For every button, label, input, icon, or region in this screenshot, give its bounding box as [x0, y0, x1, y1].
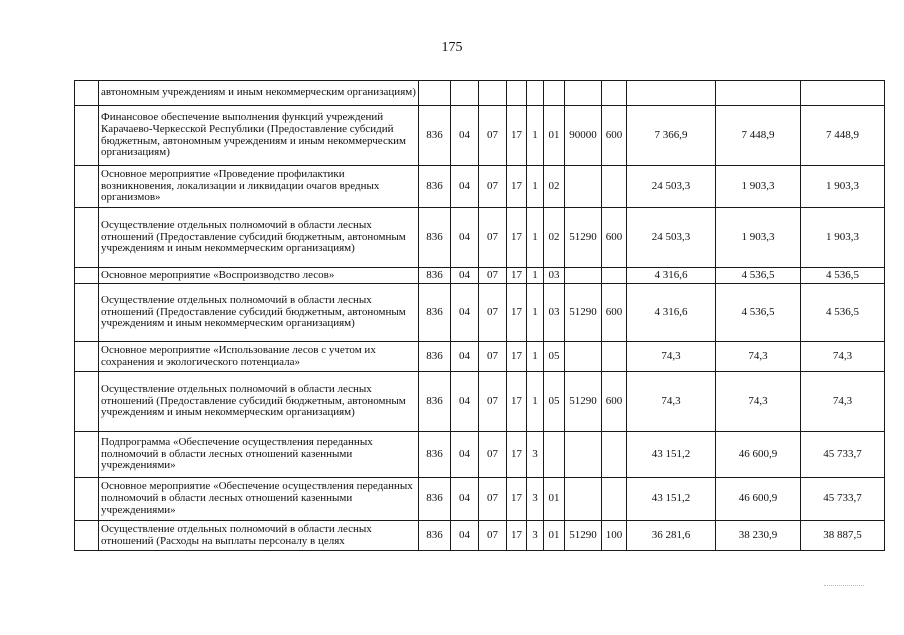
amount-year-1-cell: 24 503,3	[627, 166, 716, 208]
blank-cell	[75, 208, 99, 268]
item-name-cell: Основное мероприятие «Использование лесов с учетом их сохранения и экологического потенциала»	[99, 342, 419, 372]
subprogram-code-cell: 1	[527, 166, 544, 208]
amount-year-1-cell: 43 151,2	[627, 432, 716, 478]
blank-cell	[75, 432, 99, 478]
event-code-cell: 02	[544, 166, 565, 208]
table-row	[75, 284, 885, 342]
direction-code-cell: 90000	[565, 106, 602, 166]
subprogram-code-cell: 1	[527, 342, 544, 372]
table-row	[75, 478, 885, 521]
subprogram-code-cell: 3	[527, 521, 544, 551]
program-code-cell	[507, 81, 527, 106]
amount-year-3-cell: 45 733,7	[801, 478, 885, 521]
table-row	[75, 432, 885, 478]
subsection-code-cell: 07	[479, 432, 507, 478]
event-code-cell: 05	[544, 342, 565, 372]
amount-year-3-cell: 1 903,3	[801, 166, 885, 208]
blank-cell	[75, 372, 99, 432]
amount-year-2-cell: 46 600,9	[716, 432, 801, 478]
amount-year-2-cell: 4 536,5	[716, 284, 801, 342]
ministry-code-cell: 836	[419, 166, 451, 208]
amount-year-2-cell: 46 600,9	[716, 478, 801, 521]
subsection-code-cell: 07	[479, 372, 507, 432]
section-code-cell: 04	[451, 106, 479, 166]
expense-type-code-cell: 600	[602, 372, 627, 432]
amount-year-1-cell: 24 503,3	[627, 208, 716, 268]
expense-type-code-cell	[602, 166, 627, 208]
program-code-cell: 17	[507, 372, 527, 432]
ministry-code-cell: 836	[419, 268, 451, 284]
ministry-code-cell: 836	[419, 372, 451, 432]
program-code-cell: 17	[507, 432, 527, 478]
amount-year-1-cell: 36 281,6	[627, 521, 716, 551]
amount-year-3-cell	[801, 81, 885, 106]
table-row	[75, 521, 885, 551]
item-name-cell: Осуществление отдельных полномочий в области лесных отношений (Предоставление субсидий бюджетным, автономным учреждениям и иным некоммерческим организациям)	[99, 372, 419, 432]
table-row	[75, 81, 885, 106]
amount-year-1-cell: 7 366,9	[627, 106, 716, 166]
blank-cell	[75, 284, 99, 342]
program-code-cell: 17	[507, 268, 527, 284]
event-code-cell: 05	[544, 372, 565, 432]
ministry-code-cell: 836	[419, 106, 451, 166]
budget-table	[74, 80, 885, 551]
amount-year-1-cell: 43 151,2	[627, 478, 716, 521]
subsection-code-cell: 07	[479, 521, 507, 551]
expense-type-code-cell	[602, 432, 627, 478]
table-row	[75, 166, 885, 208]
expense-type-code-cell	[602, 478, 627, 521]
amount-year-3-cell: 4 536,5	[801, 268, 885, 284]
section-code-cell: 04	[451, 478, 479, 521]
subsection-code-cell: 07	[479, 208, 507, 268]
program-code-cell: 17	[507, 521, 527, 551]
program-code-cell: 17	[507, 166, 527, 208]
amount-year-2-cell	[716, 81, 801, 106]
margin-mark	[824, 575, 864, 586]
direction-code-cell	[565, 268, 602, 284]
amount-year-3-cell: 74,3	[801, 372, 885, 432]
event-code-cell	[544, 432, 565, 478]
event-code-cell: 03	[544, 268, 565, 284]
item-name-cell: автономным учреждениям и иным некоммерческим организациям)	[99, 81, 419, 106]
amount-year-2-cell: 74,3	[716, 342, 801, 372]
section-code-cell	[451, 81, 479, 106]
amount-year-1-cell: 4 316,6	[627, 284, 716, 342]
subsection-code-cell: 07	[479, 478, 507, 521]
section-code-cell: 04	[451, 372, 479, 432]
program-code-cell: 17	[507, 106, 527, 166]
subsection-code-cell: 07	[479, 106, 507, 166]
amount-year-2-cell: 38 230,9	[716, 521, 801, 551]
table-row	[75, 208, 885, 268]
amount-year-3-cell: 38 887,5	[801, 521, 885, 551]
table-row	[75, 268, 885, 284]
direction-code-cell: 51290	[565, 208, 602, 268]
subsection-code-cell: 07	[479, 268, 507, 284]
direction-code-cell	[565, 81, 602, 106]
blank-cell	[75, 342, 99, 372]
ministry-code-cell: 836	[419, 208, 451, 268]
program-code-cell: 17	[507, 342, 527, 372]
subsection-code-cell: 07	[479, 166, 507, 208]
amount-year-3-cell: 4 536,5	[801, 284, 885, 342]
subprogram-code-cell: 1	[527, 372, 544, 432]
subprogram-code-cell: 3	[527, 432, 544, 478]
event-code-cell: 03	[544, 284, 565, 342]
direction-code-cell	[565, 432, 602, 478]
direction-code-cell	[565, 342, 602, 372]
event-code-cell: 01	[544, 106, 565, 166]
table-row	[75, 106, 885, 166]
amount-year-1-cell: 74,3	[627, 342, 716, 372]
section-code-cell: 04	[451, 521, 479, 551]
amount-year-1-cell: 4 316,6	[627, 268, 716, 284]
blank-cell	[75, 478, 99, 521]
item-name-cell: Осуществление отдельных полномочий в области лесных отношений (Расходы на выплаты персоналу в целях	[99, 521, 419, 551]
direction-code-cell	[565, 478, 602, 521]
subsection-code-cell: 07	[479, 284, 507, 342]
amount-year-3-cell: 74,3	[801, 342, 885, 372]
blank-cell	[75, 521, 99, 551]
ministry-code-cell	[419, 81, 451, 106]
section-code-cell: 04	[451, 432, 479, 478]
ministry-code-cell: 836	[419, 432, 451, 478]
ministry-code-cell: 836	[419, 342, 451, 372]
amount-year-2-cell: 1 903,3	[716, 208, 801, 268]
amount-year-2-cell: 1 903,3	[716, 166, 801, 208]
event-code-cell: 01	[544, 478, 565, 521]
event-code-cell	[544, 81, 565, 106]
subprogram-code-cell: 1	[527, 268, 544, 284]
direction-code-cell: 51290	[565, 284, 602, 342]
expense-type-code-cell	[602, 81, 627, 106]
table-row	[75, 342, 885, 372]
subprogram-code-cell: 1	[527, 208, 544, 268]
expense-type-code-cell	[602, 342, 627, 372]
amount-year-1-cell: 74,3	[627, 372, 716, 432]
amount-year-1-cell	[627, 81, 716, 106]
program-code-cell: 17	[507, 208, 527, 268]
amount-year-3-cell: 45 733,7	[801, 432, 885, 478]
subprogram-code-cell: 3	[527, 478, 544, 521]
amount-year-3-cell: 1 903,3	[801, 208, 885, 268]
expense-type-code-cell: 600	[602, 106, 627, 166]
event-code-cell: 02	[544, 208, 565, 268]
section-code-cell: 04	[451, 284, 479, 342]
blank-cell	[75, 166, 99, 208]
subprogram-code-cell: 1	[527, 106, 544, 166]
direction-code-cell	[565, 166, 602, 208]
program-code-cell: 17	[507, 284, 527, 342]
ministry-code-cell: 836	[419, 478, 451, 521]
amount-year-3-cell: 7 448,9	[801, 106, 885, 166]
ministry-code-cell: 836	[419, 284, 451, 342]
direction-code-cell: 51290	[565, 372, 602, 432]
section-code-cell: 04	[451, 268, 479, 284]
table-row	[75, 372, 885, 432]
expense-type-code-cell: 600	[602, 284, 627, 342]
program-code-cell: 17	[507, 478, 527, 521]
blank-cell	[75, 268, 99, 284]
item-name-cell: Осуществление отдельных полномочий в области лесных отношений (Предоставление субсидий бюджетным, автономным учреждениям и иным некоммерческим организациям)	[99, 208, 419, 268]
amount-year-2-cell: 7 448,9	[716, 106, 801, 166]
amount-year-2-cell: 74,3	[716, 372, 801, 432]
item-name-cell: Финансовое обеспечение выполнения функций учреждений Карачаево-Черкесской Республики (Предоставление субсидий бюджетным, автономным учреждениям и иным некоммерческим организациям)	[99, 106, 419, 166]
section-code-cell: 04	[451, 342, 479, 372]
section-code-cell: 04	[451, 166, 479, 208]
blank-cell	[75, 81, 99, 106]
direction-code-cell: 51290	[565, 521, 602, 551]
item-name-cell: Осуществление отдельных полномочий в области лесных отношений (Предоставление субсидий бюджетным, автономным учреждениям и иным некоммерческим организациям)	[99, 284, 419, 342]
item-name-cell: Основное мероприятие «Воспроизводство лесов»	[99, 268, 419, 284]
item-name-cell: Основное мероприятие «Обеспечение осуществления переданных полномочий в области лесных отношений казенными учреждениями»	[99, 478, 419, 521]
item-name-cell: Подпрограмма «Обеспечение осуществления переданных полномочий в области лесных отношений казенными учреждениями»	[99, 432, 419, 478]
subprogram-code-cell: 1	[527, 284, 544, 342]
blank-cell	[75, 106, 99, 166]
page-number: 175	[441, 40, 463, 55]
subsection-code-cell	[479, 81, 507, 106]
ministry-code-cell: 836	[419, 521, 451, 551]
subsection-code-cell: 07	[479, 342, 507, 372]
item-name-cell: Основное мероприятие «Проведение профилактики возникновения, локализации и ликвидации очагов вредных организмов»	[99, 166, 419, 208]
expense-type-code-cell: 600	[602, 208, 627, 268]
event-code-cell: 01	[544, 521, 565, 551]
subprogram-code-cell	[527, 81, 544, 106]
expense-type-code-cell	[602, 268, 627, 284]
table-body	[75, 81, 885, 551]
amount-year-2-cell: 4 536,5	[716, 268, 801, 284]
expense-type-code-cell: 100	[602, 521, 627, 551]
section-code-cell: 04	[451, 208, 479, 268]
